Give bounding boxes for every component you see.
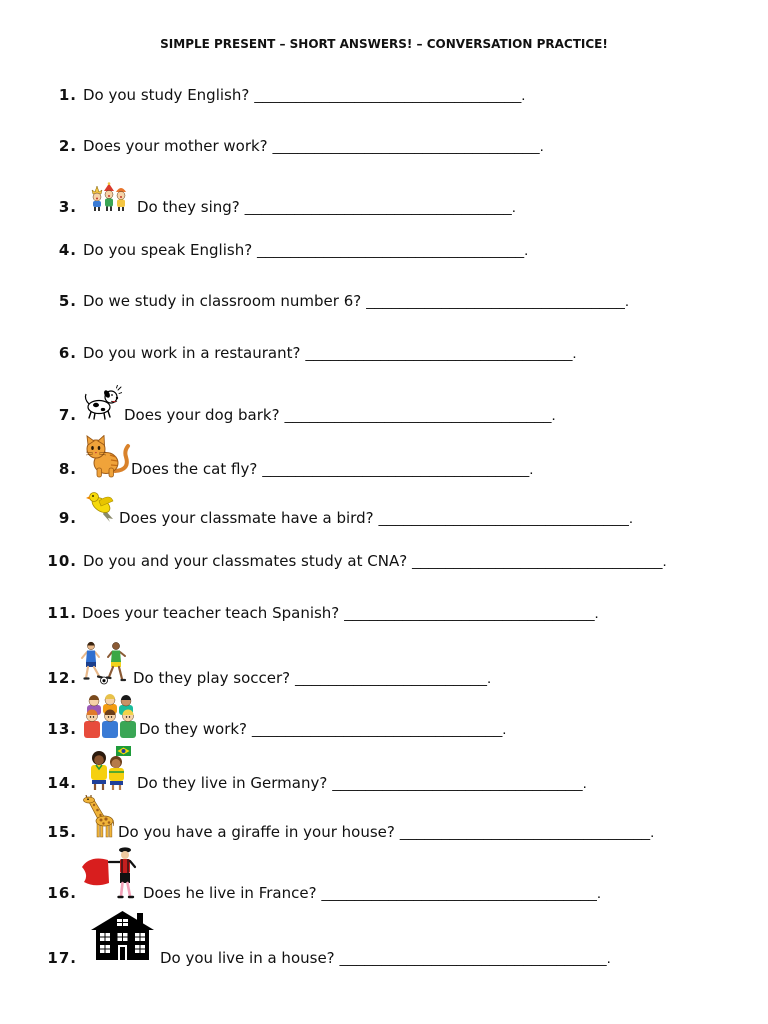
answer-blank: ________________________________. (284, 407, 556, 424)
question-number: 3. (58, 198, 77, 216)
bird-icon (86, 490, 116, 522)
question-number: 14. (47, 774, 77, 792)
question-number: 10. (47, 552, 77, 570)
question-row (0, 822, 768, 842)
question-text: Do we study in classroom number 6? (83, 292, 362, 310)
question-number: 4. (58, 241, 77, 259)
question-text: Do you study English? (83, 86, 250, 104)
children-group-icon (82, 692, 138, 738)
question-line (143, 883, 601, 904)
question-text: Does your teacher teach Spanish? (82, 604, 340, 622)
question-line (83, 85, 525, 106)
question-number: 2. (58, 137, 77, 155)
question-text: Do they work? (139, 720, 248, 738)
question-text: Does your classmate have a bird? (119, 509, 374, 527)
question-row (0, 773, 768, 793)
question-text: Does the cat fly? (131, 460, 258, 478)
answer-blank: ________________________________. (262, 461, 534, 478)
barking-dog-icon (82, 385, 122, 420)
question-number: 8. (58, 460, 77, 478)
question-line (83, 291, 629, 312)
answer-blank: _________________________________. (321, 885, 602, 902)
question-text: Do they sing? (137, 198, 240, 216)
soccer-players-icon (80, 640, 128, 686)
question-number: 17. (47, 949, 77, 967)
answer-blank: ________________________________. (254, 87, 526, 104)
question-row (0, 136, 768, 156)
matador-icon (80, 845, 140, 900)
barking-dog-icon (82, 385, 122, 420)
question-number: 7. (58, 406, 77, 424)
question-text: Does your mother work? (83, 137, 268, 155)
question-text: Does your dog bark? (124, 406, 280, 424)
answer-blank: ________________________________. (305, 345, 577, 362)
question-line (160, 948, 611, 969)
answer-blank: ________________________________. (272, 138, 544, 155)
brazil-fans-icon (88, 745, 132, 790)
answer-blank: _______________________________. (366, 293, 629, 310)
question-row (0, 551, 768, 571)
question-text: Do you speak English? (83, 241, 253, 259)
cat-icon (82, 435, 132, 478)
question-row (0, 197, 768, 217)
question-line (118, 822, 654, 843)
answer-blank: ________________________________. (244, 199, 516, 216)
question-text: Do you work in a restaurant? (83, 344, 301, 362)
question-number: 9. (58, 509, 77, 527)
giraffe-icon (82, 795, 114, 838)
singing-children-icon (88, 182, 130, 212)
matador-icon (80, 845, 140, 900)
question-number: 6. (58, 344, 77, 362)
question-row (0, 405, 768, 425)
answer-blank: _______________________. (295, 670, 492, 687)
question-row (0, 343, 768, 363)
answer-blank: ________________________________. (339, 950, 611, 967)
question-row (0, 240, 768, 260)
answer-blank: ______________________________. (378, 510, 633, 527)
question-text: Do you and your classmates study at CNA? (83, 552, 408, 570)
question-line (131, 459, 533, 480)
question-text: Do you have a giraffe in your house? (118, 823, 395, 841)
question-row (0, 85, 768, 105)
bird-icon (86, 490, 116, 522)
question-number: 13. (47, 720, 77, 738)
question-line (133, 668, 491, 689)
question-line (137, 773, 587, 794)
question-row (0, 668, 768, 688)
question-number: 15. (47, 823, 77, 841)
question-line (83, 343, 577, 364)
cat-icon (82, 435, 132, 478)
house-icon (90, 910, 155, 960)
answer-blank: ________________________________. (257, 242, 529, 259)
question-number: 11. (47, 604, 77, 622)
question-row (0, 948, 768, 968)
worksheet-title: SIMPLE PRESENT – SHORT ANSWERS! – CONVERSATION PRACTICE! (160, 37, 608, 51)
question-row (0, 603, 768, 623)
question-line (83, 551, 667, 572)
question-row (0, 883, 768, 903)
question-number: 16. (47, 884, 77, 902)
question-line (82, 603, 599, 624)
answer-blank: ______________________________. (332, 775, 587, 792)
singing-children-icon (88, 182, 130, 212)
question-line (139, 719, 506, 740)
question-line (124, 405, 556, 426)
question-row (0, 719, 768, 739)
question-row (0, 508, 768, 528)
question-text: Does he live in France? (143, 884, 317, 902)
question-number: 1. (58, 86, 77, 104)
question-number: 5. (58, 292, 77, 310)
answer-blank: ______________________________. (412, 553, 667, 570)
giraffe-icon (82, 795, 114, 838)
question-text: Do they play soccer? (133, 669, 291, 687)
answer-blank: ______________________________. (252, 721, 507, 738)
question-text: Do they live in Germany? (137, 774, 328, 792)
question-line (137, 197, 516, 218)
question-line (119, 508, 633, 529)
house-icon (90, 910, 155, 960)
brazil-fans-icon (88, 745, 132, 790)
children-group-icon (82, 692, 138, 738)
answer-blank: ______________________________. (399, 824, 655, 841)
question-row (0, 291, 768, 311)
question-text: Do you live in a house? (160, 949, 335, 967)
question-line (83, 136, 544, 157)
soccer-players-icon (80, 640, 128, 686)
question-number: 12. (47, 669, 77, 687)
question-line (83, 240, 528, 261)
answer-blank: ______________________________. (344, 605, 599, 622)
question-row (0, 459, 768, 479)
